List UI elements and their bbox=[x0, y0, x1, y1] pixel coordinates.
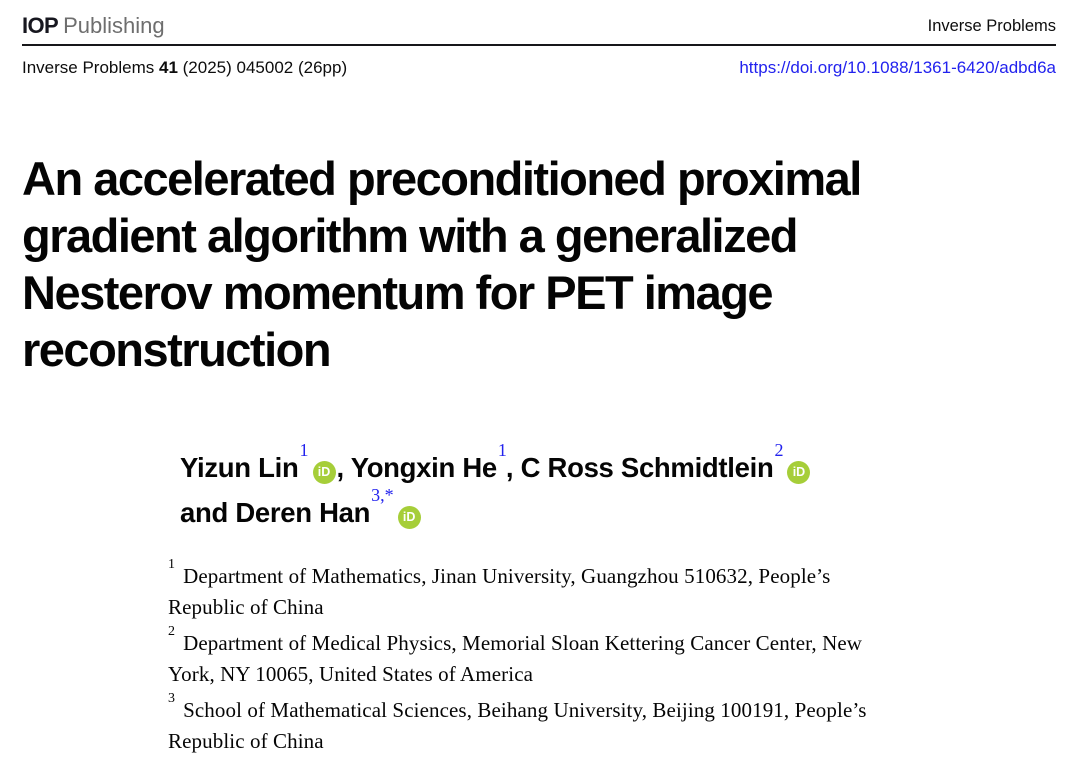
journal-name: Inverse Problems bbox=[927, 17, 1056, 35]
title-line-1: An accelerated preconditioned proximal bbox=[22, 152, 861, 205]
header-citation-row bbox=[22, 46, 1056, 78]
author-name: Yongxin He bbox=[350, 452, 497, 484]
author-affiliation-superscript: 2 bbox=[774, 440, 784, 460]
author-affiliation-superscript: 1 bbox=[497, 440, 507, 460]
title-line-2: gradient algorithm with a generalized bbox=[22, 209, 797, 262]
publisher-name: Publishing bbox=[63, 13, 165, 38]
affiliation-text: York, NY 10065, United States of America bbox=[168, 662, 534, 687]
affiliation-number: 3 bbox=[168, 691, 176, 707]
author-separator: , bbox=[336, 452, 351, 484]
author-name: and Deren Han bbox=[180, 497, 371, 529]
iop-logo-text: IOP bbox=[22, 13, 59, 38]
citation-line bbox=[22, 58, 347, 78]
affiliation-text: Department of Mathematics, Jinan University, Guangzhou 510632, People’s bbox=[183, 564, 831, 589]
author-affiliation-superscript: 1 bbox=[299, 440, 309, 460]
author-name: Yizun Lin bbox=[180, 452, 299, 484]
affiliation-text: School of Mathematical Sciences, Beihang University, Beijing 100191, People’s bbox=[183, 698, 867, 723]
iop-publishing-logo bbox=[22, 13, 165, 39]
citation-journal: Inverse Problems bbox=[22, 58, 159, 77]
affiliation-1 bbox=[168, 556, 1056, 623]
affiliation-text: Department of Medical Physics, Memorial Sloan Kettering Cancer Center, New bbox=[183, 631, 863, 656]
affiliation-2 bbox=[168, 623, 1056, 690]
title-line-4: reconstruction bbox=[22, 323, 331, 376]
orcid-icon[interactable]: iD bbox=[313, 461, 336, 484]
affiliation-number: 1 bbox=[168, 557, 176, 573]
author-line-1 bbox=[180, 442, 1056, 487]
header-top-row bbox=[22, 0, 1056, 39]
author-affiliation-superscript: 3,* bbox=[371, 485, 394, 506]
affiliation-number: 2 bbox=[168, 624, 176, 640]
citation-volume: 41 bbox=[159, 58, 178, 77]
orcid-icon[interactable]: iD bbox=[787, 461, 810, 484]
doi-link[interactable]: https://doi.org/10.1088/1361-6420/adbd6a bbox=[739, 58, 1056, 77]
author-line-2 bbox=[180, 487, 1056, 532]
orcid-icon[interactable]: iD bbox=[398, 506, 421, 529]
affiliations-block bbox=[168, 556, 1056, 757]
article-title bbox=[22, 150, 1056, 378]
author-name: C Ross Schmidtlein bbox=[520, 452, 774, 484]
author-separator: , bbox=[505, 452, 521, 484]
affiliation-3 bbox=[168, 690, 1056, 757]
title-line-3: Nesterov momentum for PET image bbox=[22, 266, 773, 319]
affiliation-text: Republic of China bbox=[168, 595, 324, 620]
affiliation-text: Republic of China bbox=[168, 729, 324, 754]
author-list bbox=[180, 442, 1056, 532]
citation-issue-pages: (2025) 045002 (26pp) bbox=[177, 58, 348, 77]
journal-header bbox=[22, 0, 1056, 78]
